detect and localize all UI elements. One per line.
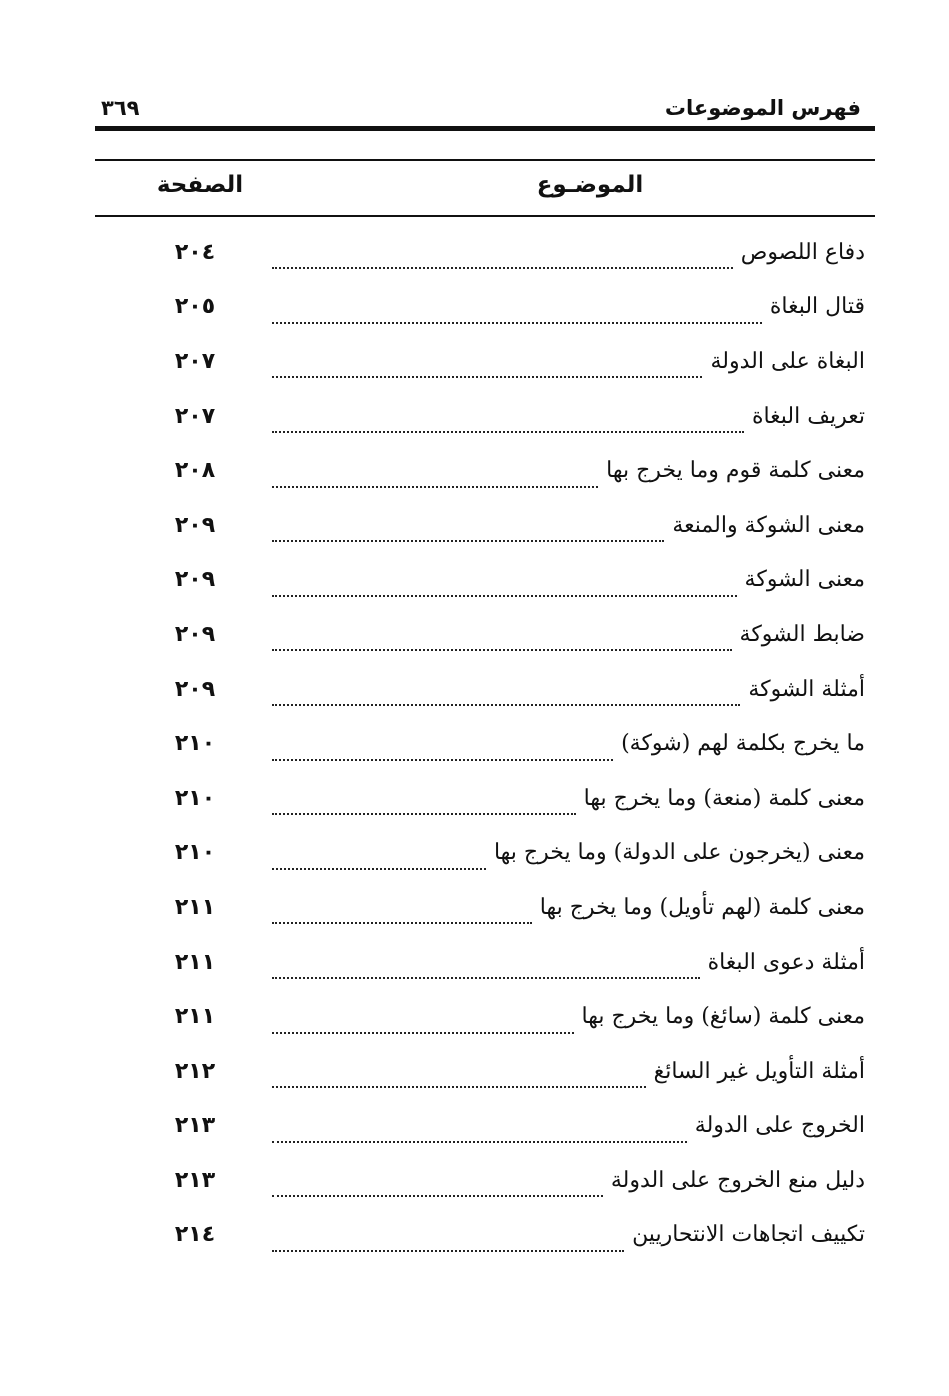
toc-entry-title: أمثلة الشوكة: [748, 676, 865, 702]
toc-entry-page: ٢٠٨: [174, 458, 216, 484]
toc-leader-dots: [272, 1230, 624, 1252]
toc-entry-title: قتال البغاة: [769, 294, 865, 320]
page-header: [95, 96, 875, 126]
toc-entry-title: معنى كلمة (سائغ) وما يخرج بها: [581, 1004, 865, 1030]
toc-leader-dots: [272, 356, 702, 378]
toc-entry: [140, 498, 865, 553]
toc-entry-page: ٢١٣: [174, 1113, 216, 1139]
toc-entry: [140, 771, 865, 826]
toc-entry-page: ٢٠٩: [174, 567, 216, 593]
toc-leader-dots: [272, 629, 732, 651]
toc-entry-title: معنى (يخرجون على الدولة) وما يخرج بها: [493, 840, 865, 866]
toc-leader-dots: [272, 1012, 574, 1034]
toc-entry-title: ما يخرج بكلمة لهم (شوكة): [621, 731, 865, 757]
toc-entry-title: معنى الشوكة: [744, 567, 865, 593]
toc-entry-title: البغاة على الدولة: [710, 348, 865, 374]
page-number: ٣٦٩: [101, 96, 140, 120]
toc-entry-page: ٢١٠: [174, 785, 216, 811]
toc-list: [140, 225, 865, 1262]
toc-entry: [140, 989, 865, 1044]
table-header-rule: [95, 215, 875, 217]
toc-entry: [140, 935, 865, 990]
toc-entry-page: ٢٠٩: [174, 621, 216, 647]
toc-entry-page: ٢١١: [174, 1004, 216, 1030]
page-column-header: الصفحة: [156, 172, 244, 198]
toc-entry-page: ٢١٤: [174, 1222, 216, 1248]
toc-leader-dots: [272, 793, 576, 815]
toc-entry: [140, 225, 865, 280]
toc-entry: [140, 1208, 865, 1263]
toc-leader-dots: [272, 1066, 646, 1088]
toc-entry: [140, 826, 865, 881]
toc-leader-dots: [272, 466, 598, 488]
toc-entry: [140, 389, 865, 444]
toc-leader-dots: [272, 247, 733, 269]
toc-entry-title: أمثلة دعوى البغاة: [707, 949, 865, 975]
page-title: فهرس الموضوعات: [664, 96, 861, 120]
toc-entry-page: ٢٠٥: [174, 294, 216, 320]
toc-entry-title: معنى كلمة (منعة) وما يخرج بها: [583, 785, 865, 811]
toc-entry-page: ٢٠٩: [174, 676, 216, 702]
toc-entry-title: دليل منع الخروج على الدولة: [610, 1167, 865, 1193]
toc-entry-page: ٢٠٩: [174, 512, 216, 538]
toc-entry-title: الخروج على الدولة: [694, 1113, 865, 1139]
toc-entry: [140, 280, 865, 335]
toc-leader-dots: [272, 575, 737, 597]
toc-entry-title: معنى الشوكة والمنعة: [672, 512, 865, 538]
toc-entry-title: دفاع اللصوص: [740, 239, 865, 265]
toc-entry-page: ٢١١: [174, 894, 216, 920]
toc-entry-title: تعريف البغاة: [751, 403, 865, 429]
toc-entry: [140, 553, 865, 608]
toc-entry-title: تكييف اتجاهات الانتحاريين: [632, 1222, 865, 1248]
toc-entry-page: ٢٠٤: [174, 239, 216, 265]
toc-entry-title: ضابط الشوكة: [739, 621, 865, 647]
toc-entry-title: معنى كلمة (لهم تأويل) وما يخرج بها: [539, 894, 865, 920]
toc-entry-page: ٢٠٧: [174, 348, 216, 374]
toc-entry: [140, 1044, 865, 1099]
toc-entry-page: ٢١٠: [174, 840, 216, 866]
toc-entry-page: ٢٠٧: [174, 403, 216, 429]
topic-column-header: الموضـوع: [536, 172, 644, 198]
toc-entry: [140, 607, 865, 662]
toc-entry: [140, 880, 865, 935]
toc-leader-dots: [272, 302, 762, 324]
toc-entry: [140, 662, 865, 717]
toc-entry-title: أمثلة التأويل غير السائغ: [653, 1058, 865, 1084]
toc-leader-dots: [272, 739, 613, 761]
toc-entry-page: ٢١٢: [174, 1058, 216, 1084]
toc-leader-dots: [272, 957, 700, 979]
toc-leader-dots: [272, 902, 532, 924]
header-rule: [95, 126, 875, 131]
toc-leader-dots: [272, 684, 740, 706]
table-top-rule: [95, 159, 875, 161]
toc-entry: [140, 716, 865, 771]
toc-entry: [140, 1099, 865, 1154]
toc-entry-page: ٢١١: [174, 949, 216, 975]
toc-leader-dots: [272, 848, 486, 870]
toc-entry: [140, 1153, 865, 1208]
toc-entry-page: ٢١٠: [174, 731, 216, 757]
toc-entry: [140, 334, 865, 389]
toc-leader-dots: [272, 520, 664, 542]
toc-leader-dots: [272, 1175, 603, 1197]
toc-leader-dots: [272, 1121, 687, 1143]
toc-entry: [140, 443, 865, 498]
toc-leader-dots: [272, 411, 744, 433]
toc-entry-page: ٢١٣: [174, 1167, 216, 1193]
toc-entry-title: معنى كلمة قوم وما يخرج بها: [606, 458, 865, 484]
